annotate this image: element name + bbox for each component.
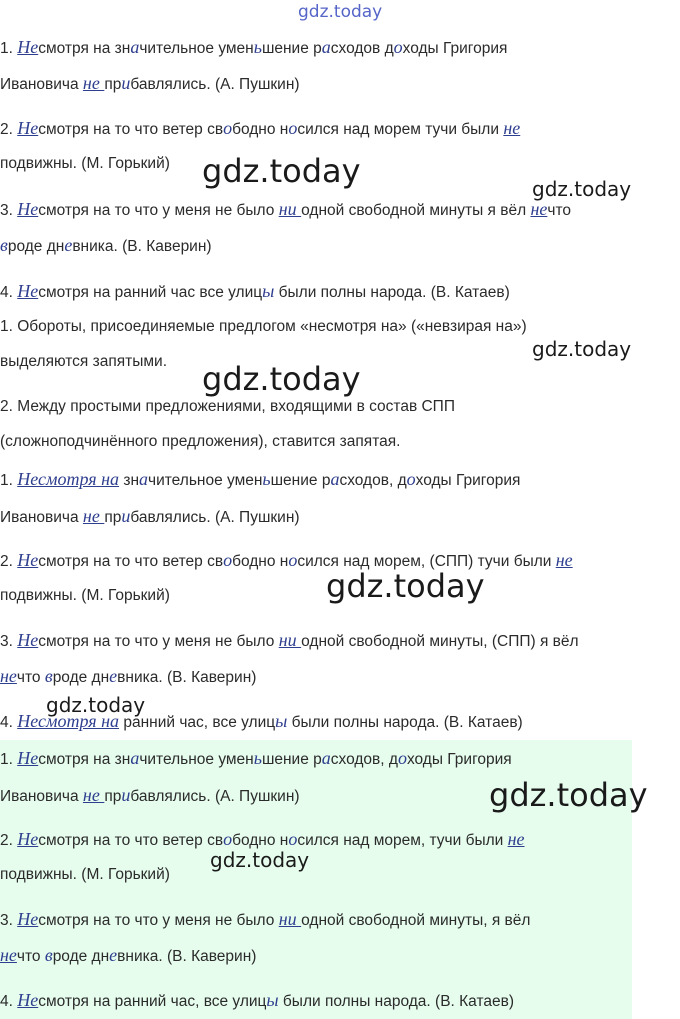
watermark: gdz.today [202, 152, 361, 190]
s1-line-5: 3. Несмотря на то что у меня не было ни одной свободной минуты я вёл нечто [0, 199, 571, 219]
s3-line-5: 3. Несмотря на то что у меня не было ни одной свободной минуты, я вёл [0, 909, 531, 929]
s1-line-6: вроде дневника. (В. Каверин) [0, 235, 212, 255]
rule-line-4: (сложноподчинённого предложения), ставится запятая. [0, 433, 401, 450]
s3-line-3: 2. Несмотря на то что ветер свободно носился над морем, тучи были не [0, 829, 525, 849]
watermark: gdz.today [532, 177, 632, 201]
s2-line-5: 3. Несмотря на то что у меня не было ни одной свободной минуты, (СПП) я вёл [0, 630, 579, 650]
watermark: gdz.today [202, 360, 361, 398]
s3-line-6: нечто вроде дневника. (В. Каверин) [0, 945, 257, 965]
s3-line-7: 4. Несмотря на ранний час, все улицы были полны народа. (В. Катаев) [0, 990, 515, 1010]
s2-line-6: нечто вроде дневника. (В. Каверин) [0, 666, 257, 686]
watermark: gdz.today [210, 848, 310, 872]
s2-line-2: Ивановича не прибавлялись. (А. Пушкин) [0, 506, 300, 526]
s2-line-7: 4. Несмотря на ранний час, все улицы были полны народа. (В. Катаев) [0, 711, 523, 731]
s1-line-3: 2. Несмотря на то что ветер свободно носился над морем тучи были не [0, 118, 521, 138]
s2-line-1: 1. Несмотря на значительное уменьшение расходов, доходы Григория [0, 469, 521, 489]
s1-line-7: 4. Несмотря на ранний час все улицы были полны народа. (В. Катаев) [0, 281, 510, 301]
s3-line-2: Ивановича не прибавлялись. (А. Пушкин) [0, 785, 300, 805]
rule-line-3: 2. Между простыми предложениями, входящими в состав СПП [0, 398, 455, 415]
watermark: gdz.today [532, 337, 632, 361]
s3-line-4: подвижны. (М. Горький) [0, 866, 170, 883]
rule-line-2: выделяются запятыми. [0, 353, 167, 370]
watermark: gdz.today [326, 567, 485, 605]
s1-line-2: Ивановича не прибавлялись. (А. Пушкин) [0, 73, 300, 93]
s2-line-3: 2. Несмотря на то что ветер свободно носился над морем, (СПП) тучи были не [0, 550, 573, 570]
s1-line-1: 1. Несмотря на значительное уменьшение расходов доходы Григория [0, 37, 508, 57]
site-watermark-top: gdz.today [298, 2, 383, 22]
watermark: gdz.today [489, 776, 648, 814]
s3-line-1: 1. Несмотря на значительное уменьшение расходов, доходы Григория [0, 748, 512, 768]
s1-line-4: подвижны. (М. Горький) [0, 155, 170, 172]
s2-line-4: подвижны. (М. Горький) [0, 587, 170, 604]
rule-line-1: 1. Обороты, присоединяемые предлогом «несмотря на» («невзирая на») [0, 318, 527, 335]
watermark: gdz.today [46, 693, 146, 717]
